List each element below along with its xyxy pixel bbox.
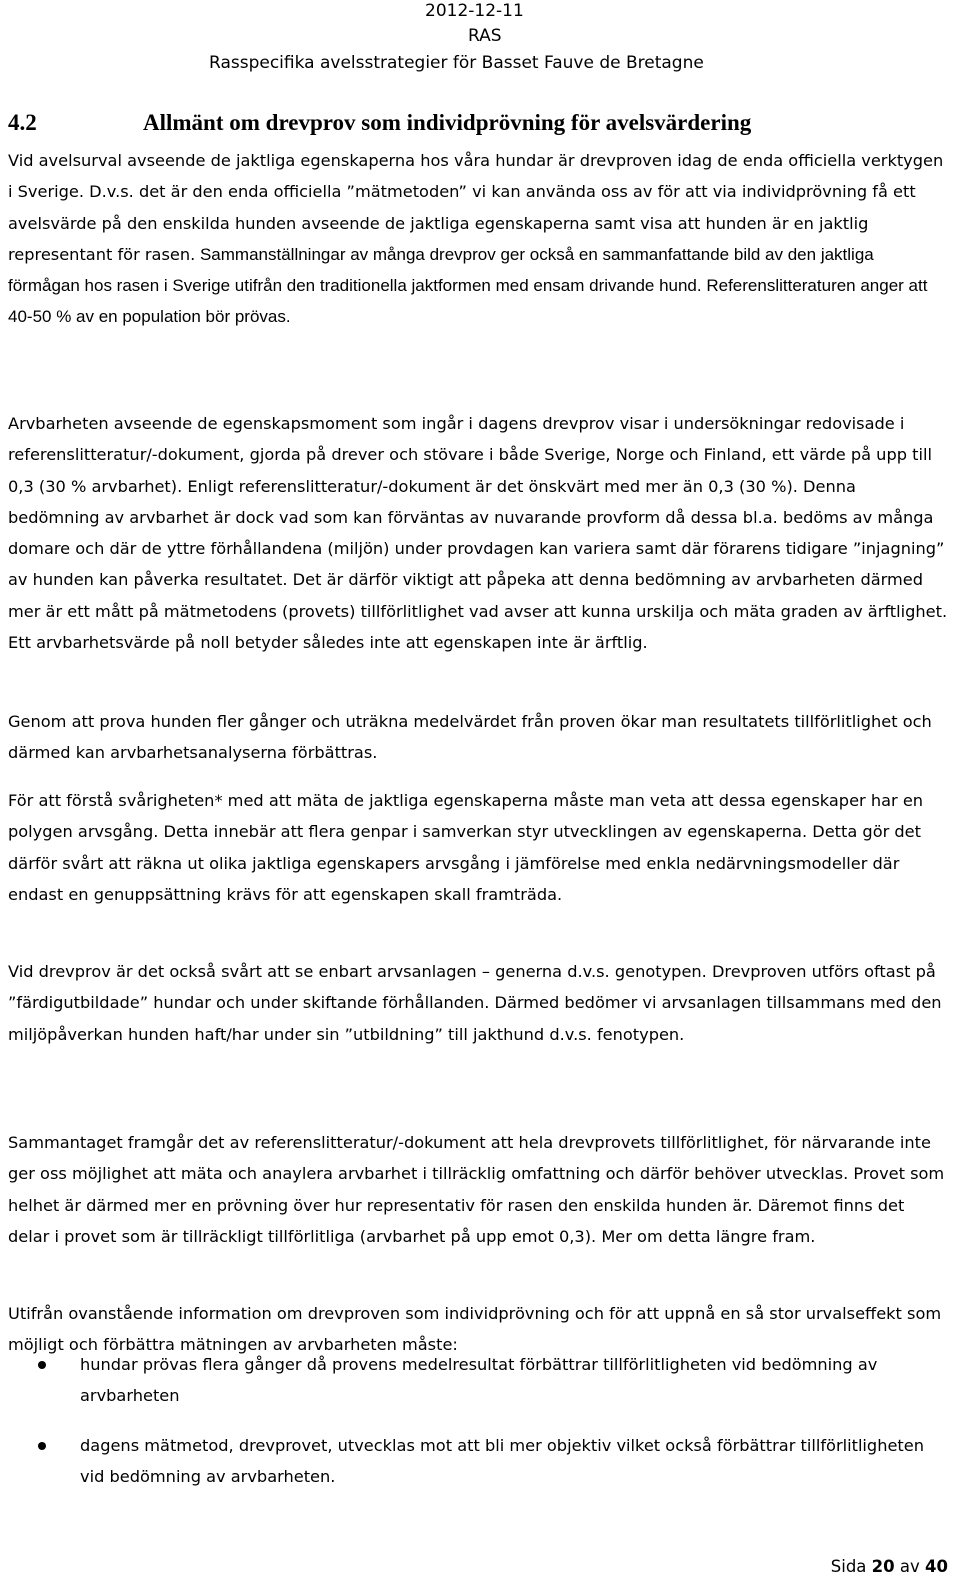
list-item-text: dagens mätmetod, drevprovet, utvecklas mot att bli mer objektiv vilket också förbättrar tillförlitligheten vid bedömning av arvbarheten. (80, 1435, 924, 1486)
paragraph-intro-part1: Vid avelsurval avseende de jaktliga egenskaperna hos våra hundar är drevproven idag de enda officiella verktygen i Sverige. D.v.s. det är den enda officiella ”mätmetoden” vi kan använda oss av för att via individprövning få ett avelsvärde på den enskilda hunden avseende de jaktliga egenskaperna samt visa att hunden är en jaktlig representant för rasen. (8, 151, 944, 264)
footer-prefix: Sida (830, 1557, 867, 1576)
section-heading (8, 108, 751, 138)
header-document-title: Rasspecifika avelsstrategier för Basset Fauve de Bretagne (209, 53, 704, 73)
paragraph-sammantaget: Sammantaget framgår det av referenslitteratur/-dokument att hela drevprovets tillförlitlighet, för närvarande inte ger oss möjlighet att mäta och anaylera arvbarhet i tillräcklig omfattning och därför behöver utvecklas. Provet som helhet är därmed mer en prövning över hur representativ för rasen den enskilda hunden är. Däremot finns det delar i provet som är tillräckligt tillförlitliga (arvbarhet på upp emot 0,3). Mer om detta längre fram. (8, 1133, 945, 1246)
paragraph-genom: Genom att prova hunden fler gånger och uträkna medelvärdet från proven ökar man resultatets tillförlitlighet och därmed kan arvbarhetsanalyserna förbättras. (8, 712, 932, 763)
bullet-icon (38, 1442, 46, 1450)
paragraph-utifran: Utifrån ovanstående information om drevproven som individprövning och för att uppnå en så stor urvalseffekt som möjligt och förbättra mätningen av arvbarheten måste: (8, 1304, 942, 1355)
bullet-list (8, 1349, 948, 1510)
footer-current-page: 20 (871, 1557, 895, 1576)
paragraph-arvbarhet: Arvbarheten avseende de egenskapsmoment som ingår i dagens drevprov visar i undersökningar redovisade i referenslitteratur/-dokument, gjorda på drever och stövare i både Sverige, Norge och Finland, ett värde på upp till 0,3 (30 % arvbarhet). Enligt referenslitteratur/-dokument är det önskvärt med mer än 0,3 (30 %). Denna bedömning av arvbarhet är dock vad som kan förväntas av nuvarande provform då dessa bl.a. bedöms av många domare och där de yttre förhållandena (miljön) under provdagen kan variera samt där förarens tidigare ”injagning” av hunden kan påverka resultatet. Det är därför viktigt att påpeka att denna bedömning av arvbarheten därmed mer är ett mått på mätmetodens (provets) tillförlitlighet vad avser att kunna urskilja och mäta graden av ärftlighet. Ett arvbarhetsvärde på noll betyder således inte att egenskapen inte är ärftlig. (8, 414, 948, 653)
footer-middle: av (899, 1557, 920, 1576)
list-item-text: hundar prövas flera gånger då provens medelresultat förbättrar tillförlitligheten vid bedömning av arvbarheten (80, 1355, 878, 1406)
header-org: RAS (468, 26, 502, 46)
footer-total-pages: 40 (925, 1557, 948, 1576)
header-date: 2012-12-11 (425, 1, 524, 21)
bullet-icon (38, 1361, 46, 1369)
list-item (8, 1349, 948, 1412)
paragraph-intro-part2: Sammanställningar av många drevprov ger också en sammanfattande bild av den jaktliga förmågan hos rasen i Sverige utifrån den traditionella jaktformen med ensam drivande hund. Referenslitteraturen anger att 40-50 % av en population bör prövas. (8, 244, 928, 327)
section-title: Allmänt om drevprov som individprövning för avelsvärdering (143, 110, 752, 135)
paragraph-vid-drevprov: Vid drevprov är det också svårt att se enbart arvsanlagen – generna d.v.s. genotypen. Drevproven utförs oftast på ”färdigutbildade” hundar och under skiftande förhållanden. Därmed bedömer vi arvsanlagen tillsammans med den miljöpåverkan hunden haft/har under sin ”utbildning” till jakthund d.v.s. fenotypen. (8, 962, 942, 1044)
page-number-footer (831, 1552, 948, 1582)
paragraph-intro (8, 145, 948, 333)
list-item (8, 1430, 948, 1493)
section-number: 4.2 (8, 110, 37, 135)
paragraph-forsta: För att förstå svårigheten* med att mäta de jaktliga egenskaperna måste man veta att dessa egenskaper har en polygen arvsgång. Detta innebär att flera genpar i samverkan styr utvecklingen av egenskaperna. Detta gör det därför svårt att räkna ut olika jaktliga egenskapers arvsgång i jämförelse med enkla nedärvningsmodeller där endast en genuppsättning krävs för att egenskapen skall framträda. (8, 791, 924, 904)
